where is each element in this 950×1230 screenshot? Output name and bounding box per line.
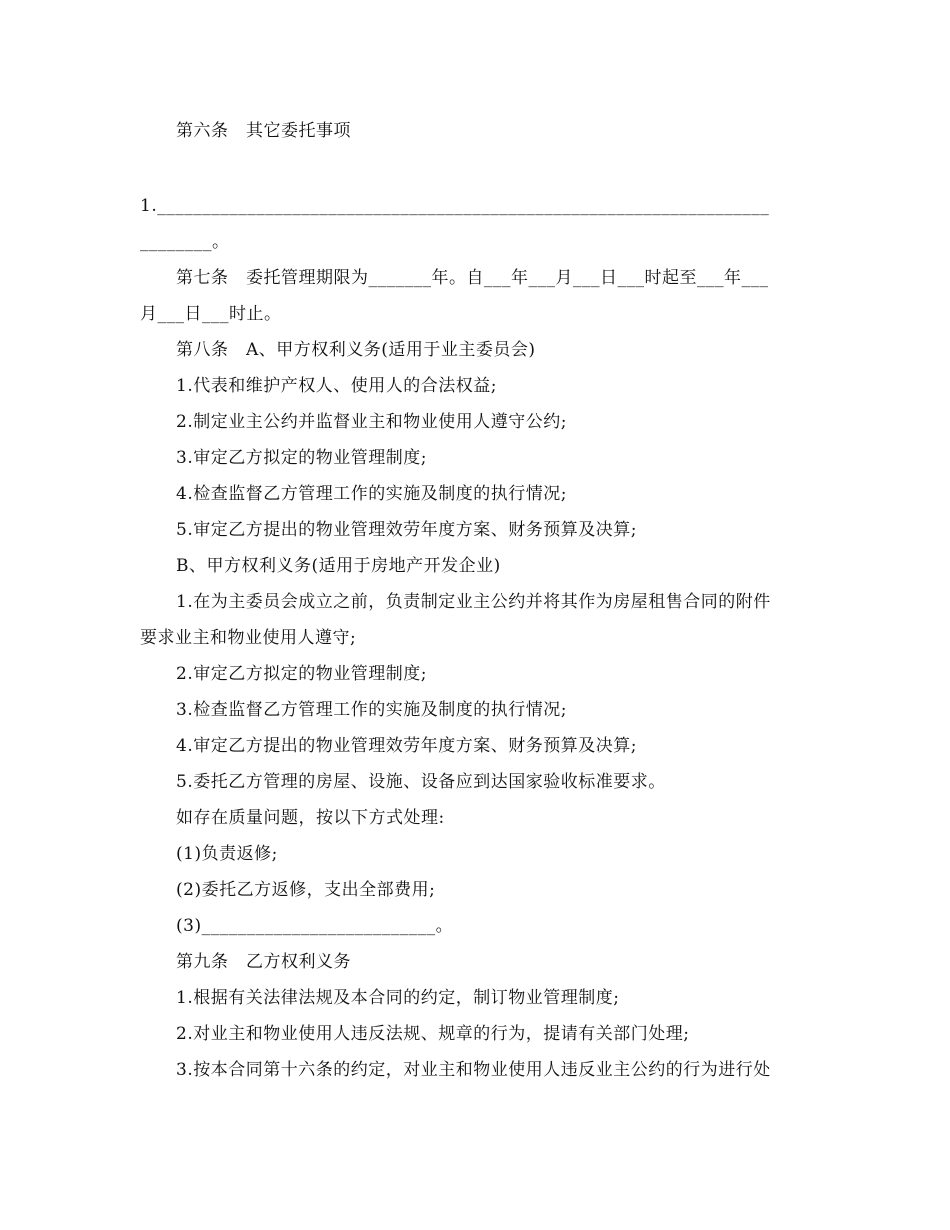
article-6-heading: 第六条 其它委托事项: [176, 121, 351, 141]
blank-line-item-1: 1.____________________________________________________________________: [140, 196, 770, 216]
blank-line-continuation: ________。: [140, 232, 230, 252]
list-item: 2.对业主和物业使用人违反法规、规章的行为，提请有关部门处理;: [176, 1024, 690, 1044]
list-item: 5.委托乙方管理的房屋、设施、设备应到达国家验收标准要求。: [176, 772, 666, 792]
list-item: (1)负责返修;: [176, 844, 278, 864]
list-item: 5.审定乙方提出的物业管理效劳年度方案、财务预算及决算;: [176, 520, 637, 540]
list-item: (2)委托乙方返修，支出全部费用;: [176, 880, 436, 900]
list-item: (3)__________________________。: [176, 916, 454, 936]
section-b-heading: B、甲方权利义务(适用于房地产开发企业): [176, 556, 501, 576]
list-item: 3.审定乙方拟定的物业管理制度;: [176, 448, 427, 468]
paragraph: 如存在质量问题，按以下方式处理:: [176, 808, 445, 828]
article-7-term: 第七条 委托管理期限为_______年。自___年___月___日___时起至___年___: [176, 268, 769, 288]
list-item: 1.代表和维护产权人、使用人的合法权益;: [176, 376, 497, 396]
list-item: 2.制定业主公约并监督业主和物业使用人遵守公约;: [176, 412, 567, 432]
list-item-continuation: 要求业主和物业使用人遵守;: [140, 628, 357, 648]
list-item: 4.审定乙方提出的物业管理效劳年度方案、财务预算及决算;: [176, 736, 637, 756]
article-9-heading: 第九条 乙方权利义务: [176, 952, 351, 972]
article-7-term-continuation: 月___日___时止。: [140, 304, 282, 324]
list-item: 1.在为主委员会成立之前，负责制定业主公约并将其作为房屋租售合同的附件: [176, 592, 771, 612]
list-item: 3.按本合同第十六条的约定，对业主和物业使用人违反业主公约的行为进行处: [176, 1060, 771, 1080]
article-8-heading: 第八条 A、甲方权利义务(适用于业主委员会): [176, 340, 536, 360]
list-item: 4.检查监督乙方管理工作的实施及制度的执行情况;: [176, 484, 567, 504]
list-item: 2.审定乙方拟定的物业管理制度;: [176, 664, 427, 684]
list-item: 1.根据有关法律法规及本合同的约定，制订物业管理制度;: [176, 988, 620, 1008]
list-item: 3.检查监督乙方管理工作的实施及制度的执行情况;: [176, 700, 567, 720]
